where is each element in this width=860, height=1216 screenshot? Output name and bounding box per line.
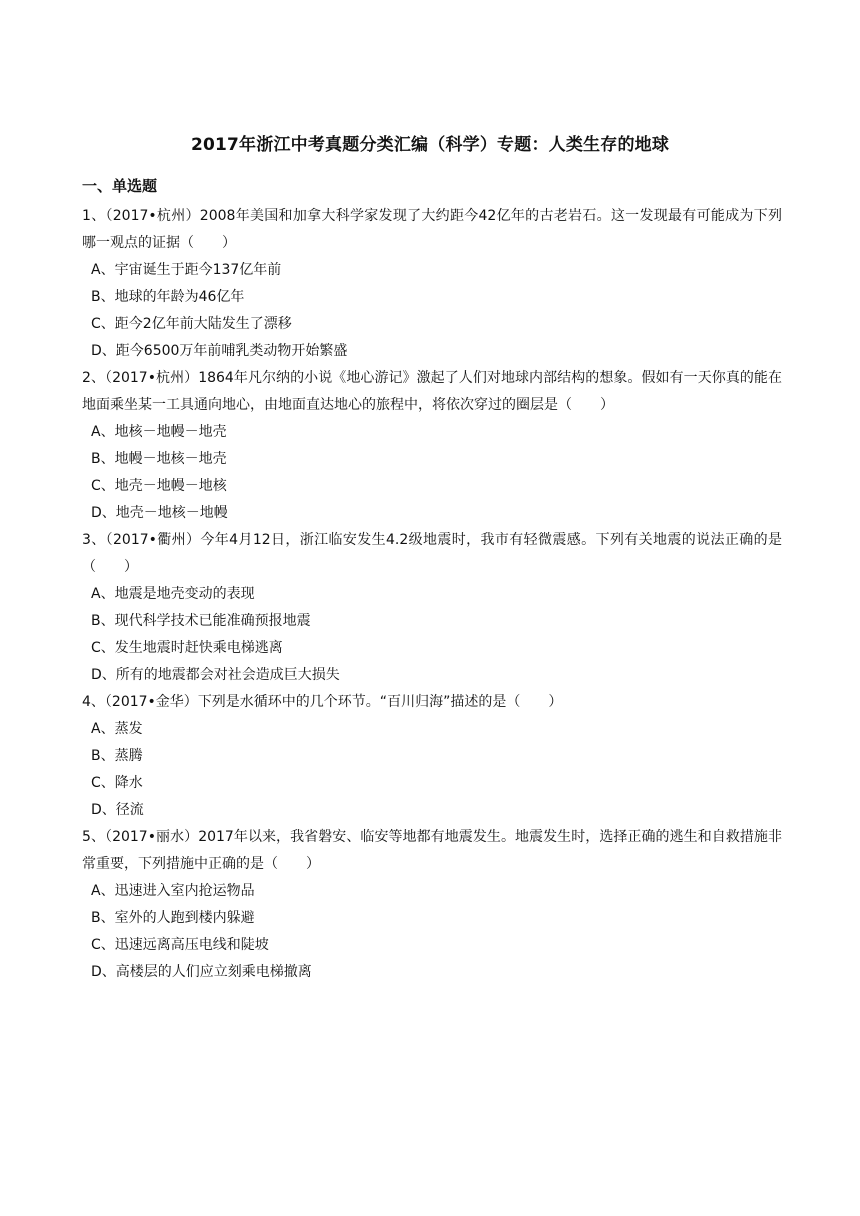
option-letter: A、 [91,721,115,737]
question-source: （2017•杭州） [105,208,200,224]
option-a[interactable] [82,581,782,608]
question-text: 2008年美国和加拿大科学家发现了大约距今42亿年的古老岩石。这一发现最有可能成为下列哪一观点的证据（ ） [82,208,782,251]
question-2 [82,365,782,527]
question-4 [82,689,782,824]
question-stem [82,365,782,419]
option-text: 现代科学技术已能准确预报地震 [114,613,311,629]
question-stem [82,824,782,878]
question-text: 下列是水循环中的几个环节。“百川归海”描述的是（ ） [197,694,563,710]
option-a[interactable] [82,716,782,743]
option-b[interactable] [82,446,782,473]
option-b[interactable] [82,743,782,770]
option-letter: D、 [91,343,116,359]
option-a[interactable] [82,419,782,446]
option-letter: C、 [91,316,115,332]
question-number: 2、 [82,370,106,386]
question-1 [82,203,782,365]
question-number: 3、 [82,532,106,548]
question-source: （2017•衢州） [105,532,201,548]
section-heading: 一、单选题 [82,177,158,195]
option-letter: A、 [91,262,115,278]
option-text: 距今2亿年前大陆发生了漂移 [114,316,292,332]
document-title: 2017年浙江中考真题分类汇编（科学）专题：人类生存的地球 [190,135,670,155]
option-letter: C、 [91,478,115,494]
option-text: 径流 [115,802,144,818]
option-letter: D、 [91,667,116,683]
option-letter: B、 [91,613,115,629]
option-text: 距今6500万年前哺乳类动物开始繁盛 [115,343,348,359]
option-d[interactable] [82,959,782,986]
option-text: 地核－地幔－地壳 [114,424,227,440]
option-text: 发生地震时赶快乘电梯逃离 [114,640,283,656]
option-letter: C、 [91,775,115,791]
option-text: 地幔－地核－地壳 [114,451,227,467]
option-letter: D、 [91,802,116,818]
option-text: 地壳－地核－地幔 [115,505,228,521]
question-stem [82,689,782,716]
option-letter: C、 [91,640,115,656]
option-d[interactable] [82,797,782,824]
option-b[interactable] [82,905,782,932]
question-text: 1864年凡尔纳的小说《地心游记》激起了人们对地球内部结构的想象。假如有一天你真的能在地面乘坐某一工具通向地心，由地面直达地心的旅程中，将依次穿过的圈层是（ ） [82,370,782,413]
option-letter: B、 [91,451,115,467]
option-c[interactable] [82,932,782,959]
option-text: 地震是地壳变动的表现 [114,586,255,602]
option-b[interactable] [82,284,782,311]
question-number: 5、 [82,829,106,845]
question-source: （2017•金华） [104,694,198,710]
option-c[interactable] [82,473,782,500]
option-letter: C、 [91,937,115,953]
question-number: 4、 [82,694,105,710]
option-a[interactable] [82,878,782,905]
option-b[interactable] [82,608,782,635]
question-list [82,203,782,986]
option-text: 地球的年龄为46亿年 [114,289,245,305]
option-a[interactable] [82,257,782,284]
option-text: 迅速进入室内抢运物品 [114,883,255,899]
option-text: 所有的地震都会对社会造成巨大损失 [115,667,340,683]
option-c[interactable] [82,635,782,662]
option-text: 室外的人跑到楼内躲避 [114,910,255,926]
option-letter: D、 [91,505,116,521]
option-d[interactable] [82,500,782,527]
question-source: （2017•杭州） [105,370,199,386]
option-letter: A、 [91,586,115,602]
question-3 [82,527,782,689]
question-stem [82,527,782,581]
option-text: 地壳－地幔－地核 [114,478,227,494]
question-number: 1、 [82,208,106,224]
option-letter: B、 [91,289,115,305]
question-5 [82,824,782,986]
question-source: （2017•丽水） [105,829,199,845]
question-stem [82,203,782,257]
option-d[interactable] [82,338,782,365]
option-text: 蒸发 [114,721,143,737]
option-letter: A、 [91,424,115,440]
option-letter: B、 [91,748,115,764]
option-text: 降水 [114,775,143,791]
option-letter: B、 [91,910,115,926]
option-text: 蒸腾 [114,748,143,764]
option-letter: A、 [91,883,115,899]
option-c[interactable] [82,311,782,338]
option-text: 宇宙诞生于距今137亿年前 [114,262,282,278]
option-letter: D、 [91,964,116,980]
question-text: 今年4月12日，浙江临安发生4.2级地震时，我市有轻微震感。下列有关地震的说法正确的是（ ） [82,532,782,575]
option-text: 高楼层的人们应立刻乘电梯撤离 [115,964,312,980]
option-d[interactable] [82,662,782,689]
option-c[interactable] [82,770,782,797]
option-text: 迅速远离高压电线和陡坡 [114,937,269,953]
question-text: 2017年以来，我省磐安、临安等地都有地震发生。地震发生时，选择正确的逃生和自救措施非常重要，下列措施中正确的是（ ） [82,829,782,872]
